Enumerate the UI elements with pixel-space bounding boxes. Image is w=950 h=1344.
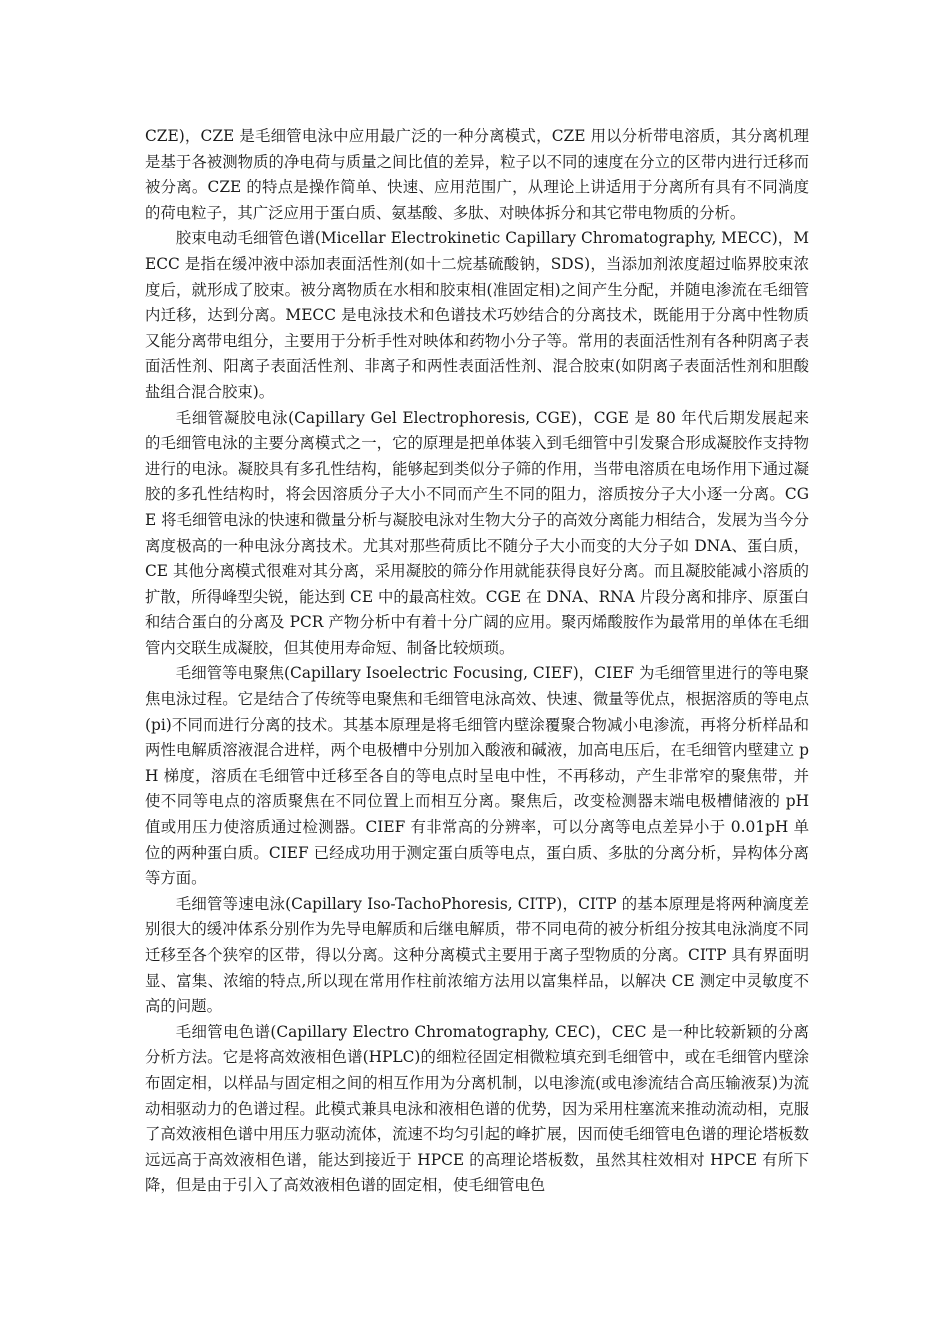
paragraph-cief: 毛细管等电聚焦(Capillary Isoelectric Focusing, CIEF)，CIEF 为毛细管里进行的等电聚焦电泳过程。它是结合了传统等电聚焦和毛细管电泳高效、快速、微量等优点，根据溶质的等电点(pi)不同而进行分离的技术。其基本原理是将毛细管内壁涂覆聚合物减小电渗流，再将分析样品和两性电解质溶液混合进样，两个电极槽中分别加入酸液和碱液，加高电压后，在毛细管内壁建立 pH 梯度，溶质在毛细管中迁移至各自的等电点时呈电中性，不再移动，产生非常窄的聚焦带，并使不同等电点的溶质聚焦在不同位置上而相互分离。聚焦后，改变检测器末端电极槽储液的 pH 值或用压力使溶质通过检测器。CIEF 有非常高的分辨率，可以分离等电点差异小于 0.01pH 单位的两种蛋白质。CIEF 已经成功用于测定蛋白质等电点，蛋白质、多肽的分离分析，异构体分离等方面。 xyxy=(145,664,809,888)
paragraph-mecc: 胶束电动毛细管色谱(Micellar Electrokinetic Capillary Chromatography, MECC)，MECC 是指在缓冲液中添加表面活性剂(如十二烷基硫酸钠，SDS)，当添加剂浓度超过临界胶束浓度后，就形成了胶束。被分离物质在水相和胶束相(准固定相)之间产生分配，并随电渗流在毛细管内迁移，达到分离。MECC 是电泳技术和色谱技术巧妙结合的分离技术，既能用于分离中性物质又能分离带电组分，主要用于分析手性对映体和药物小分子等。常用的表面活性剂有各种阴离子表面活性剂、阳离子表面活性剂、非离子和两性表面活性剂、混合胶束(如阴离子表面活性剂和胆酸盐组合混合胶束)。 xyxy=(145,229,809,401)
document-body xyxy=(145,124,809,1199)
paragraph-citp: 毛细管等速电泳(Capillary Iso-TachoPhoresis, CITP)，CITP 的基本原理是将两种滴度差别很大的缓冲体系分别作为先导电解质和后继电解质，带不同电荷的被分析组分按其电泳淌度不同迁移至各个狭窄的区带，得以分离。这种分离模式主要用于离子型物质的分离。CITP 具有界面明显、富集、浓缩的特点,所以现在常用作柱前浓缩方法用以富集样品，以解决 CE 测定中灵敏度不高的问题。 xyxy=(145,894,809,1016)
paragraph-cge: 毛细管凝胶电泳(Capillary Gel Electrophoresis, CGE)，CGE 是 80 年代后期发展起来的毛细管电泳的主要分离模式之一，它的原理是把单体装入到毛细管中引发聚合形成凝胶作支持物进行的电泳。凝胶具有多孔性结构，能够起到类似分子筛的作用，当带电溶质在电场作用下通过凝胶的多孔性结构时，将会因溶质分子大小不同而产生不同的阻力，溶质按分子大小逐一分离。CGE 将毛细管电泳的快速和微量分析与凝胶电泳对生物大分子的高效分离能力相结合，发展为当今分离度极高的一种电泳分离技术。尤其对那些荷质比不随分子大小而变的大分子如 DNA、蛋白质，CE 其他分离模式很难对其分离，采用凝胶的筛分作用就能获得良好分离。而且凝胶能减小溶质的扩散，所得峰型尖锐，能达到 CE 中的最高柱效。CGE 在 DNA、RNA 片段分离和排序、原蛋白和结合蛋白的分离及 PCR 产物分析中有着十分广阔的应用。聚丙烯酸胺作为最常用的单体在毛细管内交联生成凝胶，但其使用寿命短、制备比较烦琐。 xyxy=(145,408,809,657)
paragraph-cze: CZE)，CZE 是毛细管电泳中应用最广泛的一种分离模式，CZE 用以分析带电溶质，其分离机理是基于各被测物质的净电荷与质量之间比值的差异，粒子以不同的速度在分立的区带内进行迁移而被分离。CZE 的特点是操作简单、快速、应用范围广，从理论上讲适用于分离所有具有不同淌度的荷电粒子，其广泛应用于蛋白质、氨基酸、多肽、对映体拆分和其它带电物质的分析。 xyxy=(145,127,809,222)
paragraph-cec: 毛细管电色谱(Capillary Electro Chromatography, CEC)，CEC 是一种比较新颖的分离分析方法。它是将高效液相色谱(HPLC)的细粒径固定相微粒填充到毛细管中，或在毛细管内壁涂布固定相，以样品与固定相之间的相互作用为分离机制，以电渗流(或电渗流结合高压输液泵)为流动相驱动力的色谱过程。此模式兼具电泳和液相色谱的优势，因为采用柱塞流来推动流动相，克服了高效液相色谱中用压力驱动流体，流速不均匀引起的峰扩展，因而使毛细管电色谱的理论塔板数远远高于高效液相色谱，能达到接近于 HPCE 的高理论塔板数，虽然其柱效相对 HPCE 有所下降，但是由于引入了高效液相色谱的固定相，使毛细管电色 xyxy=(145,1022,809,1195)
